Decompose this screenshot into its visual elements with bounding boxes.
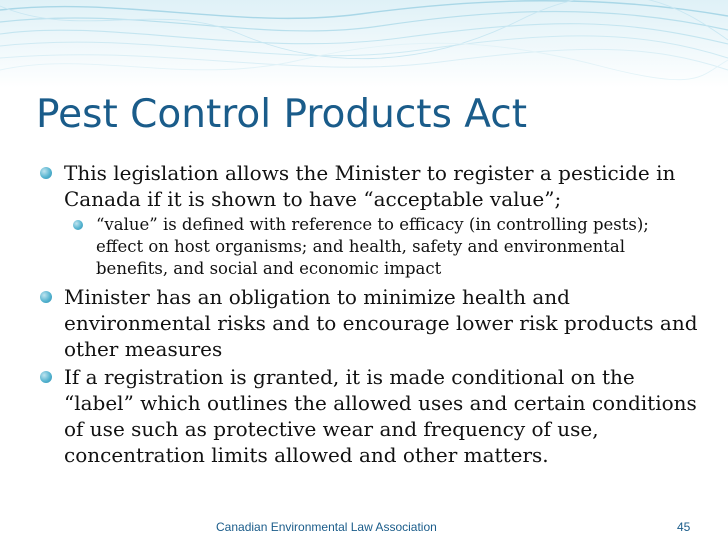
bullet-item [40, 284, 700, 362]
wave-pattern-icon [0, 0, 728, 88]
bullet-text: Minister has an obligation to minimize health and environmental risks and to encourage lower risk products and other measures [64, 285, 698, 361]
bullet-item [40, 160, 700, 212]
page-number: 45 [677, 520, 691, 534]
bullet-text: If a registration is granted, it is made conditional on the “label” which outlines the allowed uses and certain conditions of use such as protective wear and frequency of use, concentration limits allowed and other matters. [64, 365, 697, 467]
sub-bullet-item [40, 214, 700, 280]
round-bullet-icon [40, 167, 52, 179]
round-bullet-icon [73, 220, 83, 230]
sub-bullet-text: “value” is defined with reference to efficacy (in controlling pests); effect on host organisms; and health, safety and environmental benefits, and social and economic impact [96, 215, 649, 278]
round-bullet-icon [40, 371, 52, 383]
footer-organization: Canadian Environmental Law Association [216, 520, 437, 534]
round-bullet-icon [40, 291, 52, 303]
bullet-text: This legislation allows the Minister to register a pesticide in Canada if it is shown to have “acceptable value”; [64, 161, 676, 211]
bullet-item [40, 364, 700, 468]
decorative-wave-header [0, 0, 728, 88]
slide-content [40, 160, 700, 468]
slide-title: Pest Control Products Act [36, 92, 528, 137]
